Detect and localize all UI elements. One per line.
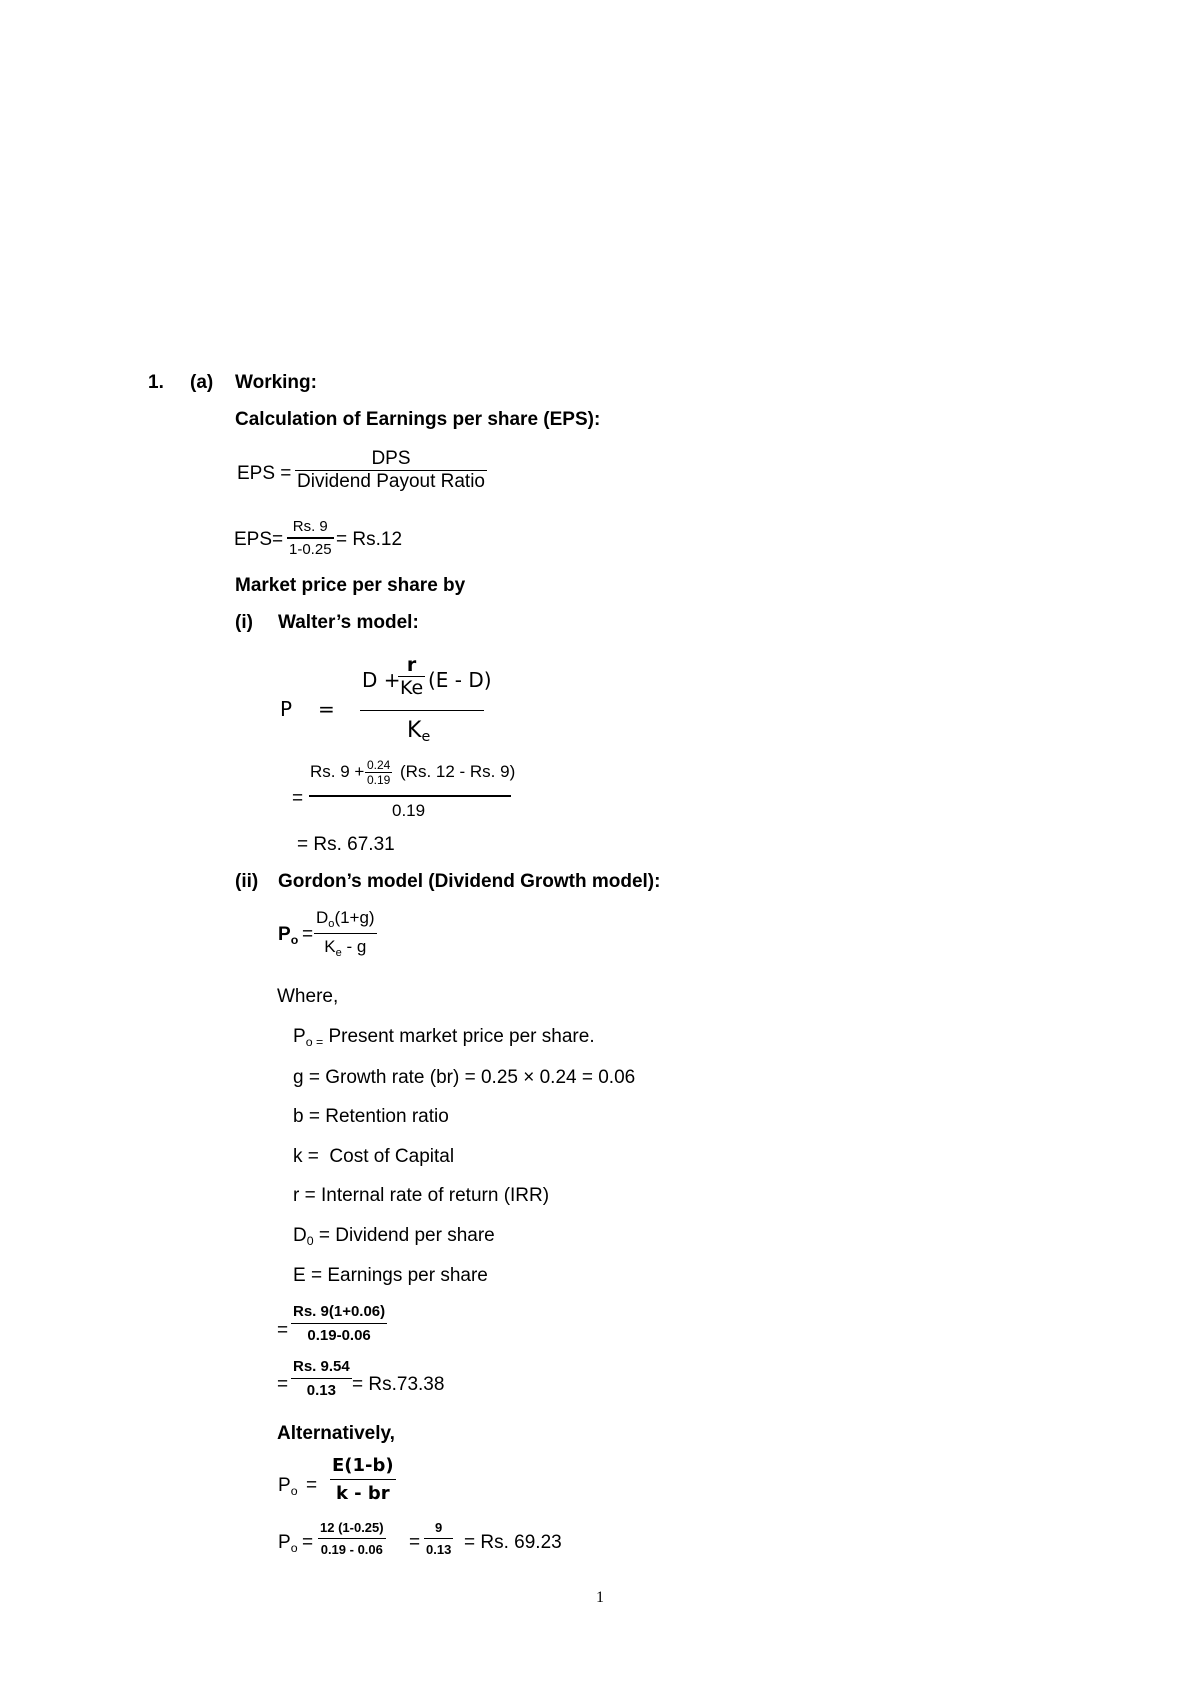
gordon-calc2-eq: =: [277, 1374, 289, 1395]
fraction-bar: [287, 537, 334, 539]
definition-text: = Dividend per share: [313, 1225, 495, 1246]
gordon-calc1-den: 0.19-0.06: [307, 1327, 371, 1344]
alt-calc-p: [278, 1532, 298, 1555]
gordon-den-sub: e: [335, 947, 342, 959]
definition-item: [293, 1146, 454, 1169]
definition-item: [293, 1225, 495, 1248]
walter-calc-eq: =: [292, 788, 304, 809]
fraction-bar: [330, 1479, 396, 1480]
gordon-formula-num: [314, 908, 377, 930]
alt-p-sub: o: [290, 1484, 298, 1498]
definition-symbol: k: [293, 1146, 303, 1167]
walter-calc-den: 0.19: [392, 801, 426, 820]
fraction-bar: [314, 933, 377, 934]
walter-result: = Rs. 67.31: [297, 834, 395, 855]
alt-calc-den2: 0.13: [426, 1542, 452, 1557]
gordon-p: [278, 924, 298, 947]
definition-text: = Cost of Capital: [302, 1146, 455, 1167]
gordon-num-sub: o: [328, 918, 335, 930]
walter-e-minus-d: (E - D): [428, 668, 492, 692]
walter-calc-r-num: 0.24: [367, 758, 391, 772]
working-title: Working:: [235, 372, 317, 393]
walter-e-sub: e: [421, 729, 431, 745]
definition-text: = Internal rate of return (IRR): [299, 1185, 550, 1206]
definition-symbol: r: [293, 1185, 300, 1206]
walter-calc-bar: [309, 795, 511, 797]
walter-calc-part1: Rs. 9 +: [310, 762, 365, 781]
eps-section-title: Calculation of Earnings per share (EPS):: [235, 409, 601, 430]
walter-eq: =: [318, 697, 335, 721]
eps-formula-lhs: EPS =: [237, 463, 292, 484]
eps-calc-fraction: [287, 518, 334, 558]
page-number: 1: [596, 1589, 604, 1606]
alt-formula-fraction: [330, 1455, 396, 1504]
walter-k: K: [407, 718, 422, 743]
walter-calc-r-fraction: [365, 758, 392, 787]
gordon-calc2-den: 0.13: [306, 1382, 336, 1399]
eps-formula-fraction: [295, 448, 487, 493]
alt-calc-result: = Rs. 69.23: [464, 1532, 562, 1553]
walter-r-over-ke: [398, 654, 425, 699]
gordon-den-k: K: [324, 937, 336, 956]
alt-formula-den: k - br: [335, 1483, 390, 1504]
eps-formula-numerator: DPS: [371, 448, 411, 469]
gordon-calc2-result: = Rs.73.38: [352, 1374, 445, 1395]
fraction-bar: [291, 1323, 387, 1324]
alt-formula-p: [278, 1475, 298, 1498]
definition-text: Present market price per share.: [323, 1026, 595, 1047]
walter-ke-small: Ke: [400, 677, 424, 699]
gordon-label: (ii): [235, 871, 259, 892]
alt-formula-num: E(1-b): [332, 1455, 394, 1476]
gordon-p-symbol: P: [278, 924, 291, 945]
definition-subscript: 0: [306, 1234, 314, 1248]
definition-symbol: g: [293, 1067, 304, 1088]
gordon-p-sub: o: [290, 933, 299, 947]
gordon-formula-den: [322, 937, 368, 959]
walter-calc-part2: (Rs. 12 - Rs. 9): [400, 762, 516, 781]
definition-text: = Earnings per share: [305, 1265, 488, 1286]
gordon-calc2-num: Rs. 9.54: [293, 1358, 350, 1375]
alt-calc-num2: 9: [435, 1520, 443, 1535]
alt-p-symbol: P: [278, 1475, 291, 1496]
definition-symbol: b: [293, 1106, 304, 1127]
gordon-formula-fraction: [314, 908, 377, 959]
walter-label: (i): [235, 612, 253, 633]
eps-calc-denominator: 1-0.25: [289, 541, 332, 558]
definition-symbol: E: [293, 1265, 306, 1286]
eps-calc-numerator: Rs. 9: [292, 518, 328, 535]
where-label: Where,: [277, 986, 339, 1007]
alt-calc-eq1: =: [302, 1532, 314, 1553]
walter-title: Walter’s model:: [278, 612, 419, 633]
gordon-num-d: D: [316, 908, 329, 927]
alt-calc-fraction2: [424, 1520, 453, 1557]
eps-calc-result: = Rs.12: [336, 529, 403, 550]
definition-symbol: D: [293, 1225, 307, 1246]
walter-d-plus: D +: [362, 668, 401, 692]
definition-item: [293, 1106, 449, 1129]
definition-item: [293, 1185, 549, 1208]
walter-r: r: [406, 654, 417, 676]
gordon-calc1-num: Rs. 9(1+0.06): [293, 1303, 386, 1320]
alt-calc-p-sub: o: [290, 1541, 298, 1555]
definition-subscript: o =: [305, 1035, 324, 1049]
alt-calc-fraction1: [318, 1520, 386, 1557]
gordon-calc1-eq: =: [277, 1320, 289, 1341]
gordon-title: Gordon’s model (Dividend Growth model):: [278, 871, 661, 892]
definition-item: [293, 1265, 488, 1288]
walter-p: P: [280, 697, 293, 721]
walter-calc-r-den: 0.19: [367, 773, 391, 787]
eps-calc-lhs: EPS=: [234, 529, 284, 550]
alt-formula-eq: =: [306, 1475, 318, 1496]
alternatively-title: Alternatively,: [277, 1423, 395, 1444]
fraction-bar: [424, 1538, 453, 1539]
alt-calc-num1: 12 (1-0.25): [320, 1520, 384, 1535]
fraction-bar: [291, 1378, 352, 1379]
definition-item: [293, 1026, 595, 1049]
eps-formula-denominator: Dividend Payout Ratio: [297, 471, 485, 492]
alt-calc-p-symbol: P: [278, 1532, 291, 1553]
gordon-calc1-fraction: [291, 1303, 387, 1344]
walter-main-bar: [360, 710, 484, 711]
definition-text: = Retention ratio: [303, 1106, 449, 1127]
market-price-title: Market price per share by: [235, 575, 466, 596]
alt-calc-den1: 0.19 - 0.06: [320, 1542, 383, 1557]
fraction-bar: [318, 1538, 386, 1539]
gordon-den-rest: - g: [341, 937, 367, 956]
question-number: 1.: [148, 372, 164, 393]
gordon-num-rest: (1+g): [334, 908, 375, 927]
definition-symbol: P: [293, 1026, 306, 1047]
alt-calc-eq2: =: [409, 1532, 421, 1553]
gordon-eq: =: [302, 924, 314, 945]
part-label: (a): [190, 372, 214, 393]
definition-text: = Growth rate (br) = 0.25 × 0.24 = 0.06: [303, 1067, 636, 1088]
walter-ke-den: [407, 718, 430, 745]
definition-item: [293, 1067, 635, 1090]
gordon-calc2-fraction: [291, 1358, 352, 1399]
